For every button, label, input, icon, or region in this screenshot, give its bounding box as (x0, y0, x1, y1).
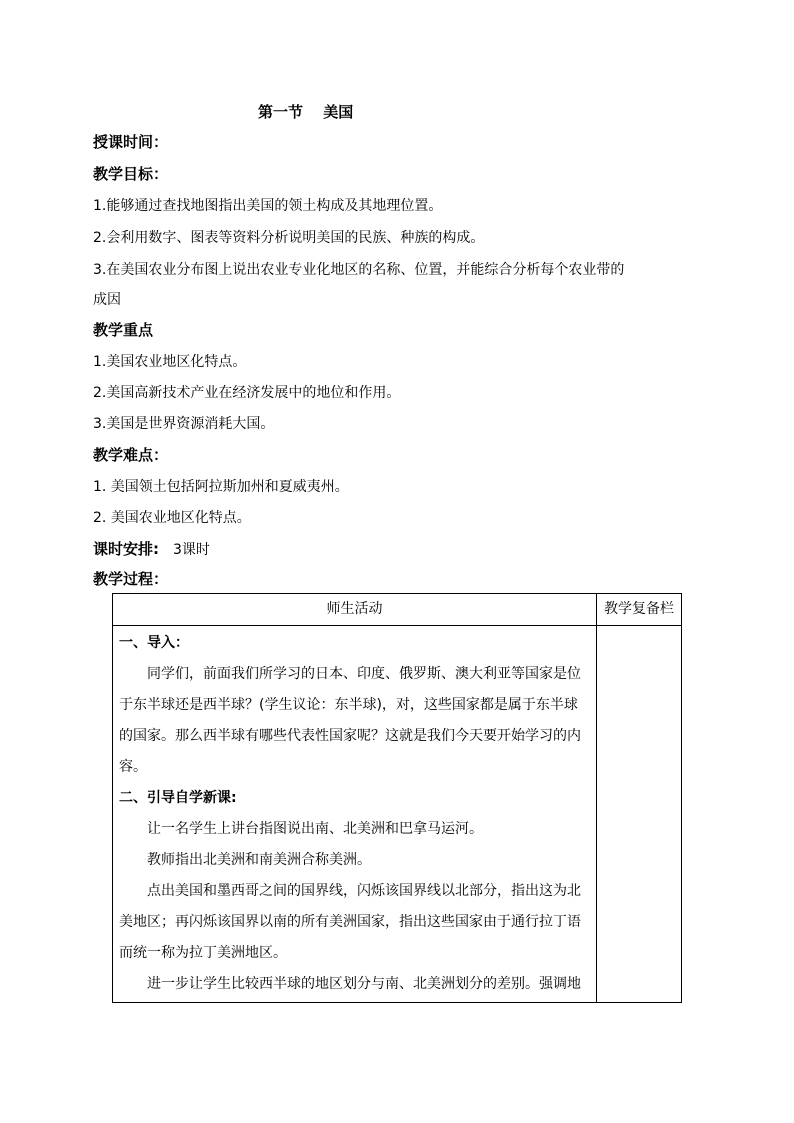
section-heading: 一、导入： (119, 635, 189, 651)
paragraph: 教师指出北美洲和南美洲合称美洲。 (147, 852, 371, 868)
review-cell (597, 626, 682, 1003)
key-point-item: 1.美国农业地区化特点。 (93, 354, 247, 370)
paragraph: 让一名学生上讲台指图说出南、北美洲和巴拿马运河。 (147, 821, 483, 837)
label-difficulties: 教学难点： (93, 446, 169, 464)
header-review-column: 教学复备栏 (597, 594, 682, 626)
key-point-item: 3.美国是世界资源消耗大国。 (93, 416, 275, 432)
objective-item: 3.在美国农业分布图上说出农业专业化地区的名称、位置，并能综合分析每个农业带的 (93, 262, 625, 278)
objective-item-continued: 成因 (93, 292, 121, 308)
label-process: 教学过程： (93, 570, 169, 588)
key-point-item: 2.美国高新技术产业在经济发展中的地位和作用。 (93, 385, 401, 401)
schedule-line (93, 538, 210, 559)
table-row (113, 626, 682, 1003)
difficulty-item: 2. 美国农业地区化特点。 (93, 510, 251, 526)
schedule-value: 3课时 (173, 542, 210, 558)
page-title: 第一节 美国 (258, 103, 354, 121)
label-schedule: 课时安排: (93, 540, 159, 558)
difficulty-item: 1. 美国领土包括阿拉斯加州和夏威夷州。 (93, 479, 349, 495)
activities-cell (113, 626, 597, 1003)
paragraph: 点出美国和墨西哥之间的国界线，闪烁该国界线以北部分，指出这为北美地区；再闪烁该国界以南的所有美洲国家，指出这些国家由于通行拉丁语而统一称为拉丁美洲地区。 (119, 883, 581, 961)
header-activities: 师生活动 (113, 594, 597, 626)
paragraph: 同学们，前面我们所学习的日本、印度、俄罗斯、澳大利亚等国家是位于东半球还是西半球？(学生议论：东半球)，对，这些国家都是属于东半球的国家。那么西半球有哪些代表性国家呢？这就是我们今天要开始学习的内容。 (119, 666, 581, 775)
label-key-points: 教学重点 (93, 321, 154, 339)
label-class-time: 授课时间： (93, 133, 169, 151)
objective-item: 1.能够通过查找地图指出美国的领土构成及其地理位置。 (93, 198, 443, 214)
label-objectives: 教学目标： (93, 165, 169, 183)
section-heading: 二、引导自学新课: (119, 790, 237, 806)
paragraph: 进一步让学生比较西半球的地区划分与南、北美洲划分的差别。强调地 (147, 976, 581, 992)
table-header-row (113, 594, 682, 626)
objective-item: 2.会利用数字、图表等资料分析说明美国的民族、种族的构成。 (93, 230, 485, 246)
lesson-table (112, 593, 682, 1003)
